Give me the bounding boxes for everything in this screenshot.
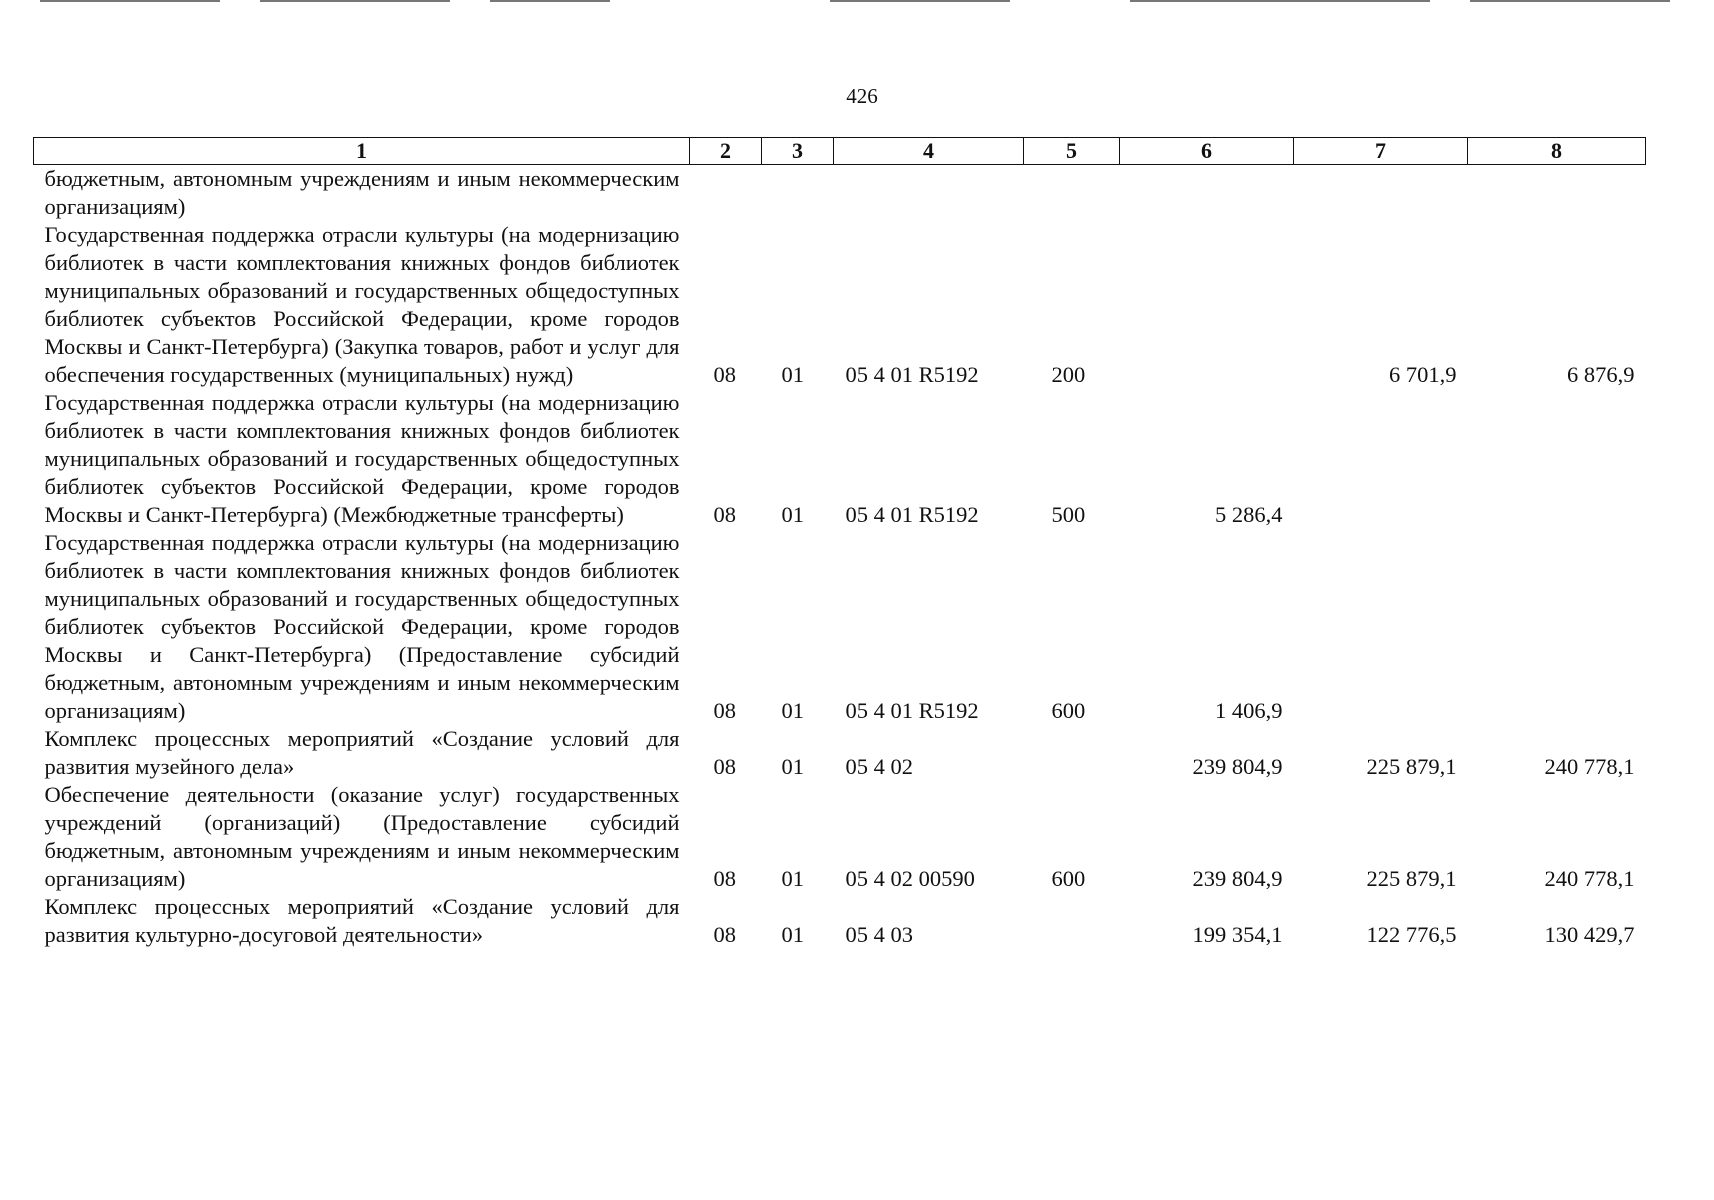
row-amount-year1: 199 354,1 (1192, 922, 1283, 947)
row-expense-type (1024, 893, 1120, 949)
table-row (34, 529, 1646, 725)
row-amount-year3 (1468, 529, 1646, 725)
row-amount-year2 (1294, 165, 1468, 222)
row-target-article: 05 4 02 00590 (845, 866, 975, 891)
scan-edge-mark (490, 0, 610, 2)
row-amount-year2: 225 879,1 (1366, 754, 1457, 779)
row-amount-year1 (1120, 165, 1294, 222)
row-subsection-code: 01 (781, 362, 804, 387)
row-amount-year1: 239 804,9 (1192, 754, 1283, 779)
table-body (34, 165, 1646, 950)
row-description: Обеспечение деятельности (оказание услуг) государственных учреждений (организаций) (Предоставление субсидий бюджетным, автономным учреждениям и иным некоммерческим организациям) (44, 782, 680, 891)
row-subsection-code: 01 (781, 922, 804, 947)
table-row (34, 893, 1646, 949)
row-subsection-code: 01 (781, 754, 804, 779)
page-number: 426 (846, 84, 878, 108)
row-expense-type (1024, 165, 1120, 222)
row-description: Государственная поддержка отрасли культуры (на модернизацию библиотек в части комплектования книжных фондов библиотек муниципальных образований и государственных общедоступных библиотек субъектов Российской Федерации, кроме городов Москвы и Санкт-Петербурга) (Межбюджетные трансферты) (44, 390, 680, 527)
budget-table (33, 137, 1646, 949)
row-target-article (834, 165, 1024, 222)
row-section-code (690, 165, 762, 222)
header-col-rz: 2 (690, 138, 762, 165)
row-amount-year3: 240 778,1 (1544, 866, 1635, 891)
row-amount-year1 (1120, 221, 1294, 389)
row-amount-year2 (1294, 529, 1468, 725)
row-amount-year1: 239 804,9 (1192, 866, 1283, 891)
header-col-csr: 4 (834, 138, 1024, 165)
row-amount-year3: 240 778,1 (1544, 754, 1635, 779)
row-target-article: 05 4 03 (845, 922, 913, 947)
row-amount-year2 (1294, 389, 1468, 529)
table-row (34, 221, 1646, 389)
row-section-code: 08 (713, 754, 736, 779)
row-amount-year2: 225 879,1 (1366, 866, 1457, 891)
row-section-code: 08 (713, 362, 736, 387)
row-target-article: 05 4 01 R5192 (845, 362, 979, 387)
header-col-year3: 8 (1468, 138, 1646, 165)
row-expense-type: 500 (1051, 502, 1086, 527)
scan-edge-mark (830, 0, 1010, 2)
row-section-code: 08 (713, 922, 736, 947)
row-subsection-code: 01 (781, 866, 804, 891)
row-amount-year2: 6 701,9 (1389, 362, 1457, 387)
table-row (34, 781, 1646, 893)
table-header (34, 138, 1646, 165)
row-description: Комплекс процессных мероприятий «Создание условий для развития музейного дела» (44, 726, 680, 779)
header-row (34, 138, 1646, 165)
row-subsection-code (762, 165, 834, 222)
table-row (34, 389, 1646, 529)
header-col-name: 1 (34, 138, 690, 165)
scan-edge-mark (1470, 0, 1670, 2)
row-amount-year3 (1468, 165, 1646, 222)
row-subsection-code: 01 (781, 502, 804, 527)
row-section-code: 08 (713, 698, 736, 723)
row-section-code: 08 (713, 866, 736, 891)
row-description: Государственная поддержка отрасли культуры (на модернизацию библиотек в части комплектования книжных фондов библиотек муниципальных образований и государственных общедоступных библиотек субъектов Российской Федерации, кроме городов Москвы и Санкт-Петербурга) (Закупка товаров, работ и услуг для обеспечения государственных (муниципальных) нужд) (44, 222, 680, 387)
row-subsection-code: 01 (781, 698, 804, 723)
row-amount-year3 (1468, 389, 1646, 529)
scan-edge-mark (40, 0, 220, 2)
header-col-vr: 5 (1024, 138, 1120, 165)
row-expense-type: 200 (1051, 362, 1086, 387)
row-amount-year3: 130 429,7 (1544, 922, 1635, 947)
header-col-pr: 3 (762, 138, 834, 165)
row-target-article: 05 4 01 R5192 (845, 698, 979, 723)
header-col-year2: 7 (1294, 138, 1468, 165)
row-description: бюджетным, автономным учреждениям и иным некоммерческим организациям) (44, 166, 680, 219)
row-amount-year3: 6 876,9 (1567, 362, 1635, 387)
row-description: Государственная поддержка отрасли культуры (на модернизацию библиотек в части комплектования книжных фондов библиотек муниципальных образований и государственных общедоступных библиотек субъектов Российской Федерации, кроме городов Москвы и Санкт-Петербурга) (Предоставление субсидий бюджетным, автономным учреждениям и иным некоммерческим организациям) (44, 530, 680, 723)
row-target-article: 05 4 02 (845, 754, 913, 779)
row-expense-type: 600 (1051, 866, 1086, 891)
row-expense-type: 600 (1051, 698, 1086, 723)
row-section-code: 08 (713, 502, 736, 527)
row-amount-year1: 1 406,9 (1215, 698, 1283, 723)
row-description: Комплекс процессных мероприятий «Создание условий для развития культурно-досуговой деятельности» (44, 894, 680, 947)
row-target-article: 05 4 01 R5192 (845, 502, 979, 527)
scan-edge-mark (1130, 0, 1430, 2)
header-col-year1: 6 (1120, 138, 1294, 165)
row-amount-year1: 5 286,4 (1215, 502, 1283, 527)
scan-edge-mark (260, 0, 450, 2)
table-row (34, 165, 1646, 222)
row-amount-year2: 122 776,5 (1366, 922, 1457, 947)
row-expense-type (1024, 725, 1120, 781)
table-row (34, 725, 1646, 781)
